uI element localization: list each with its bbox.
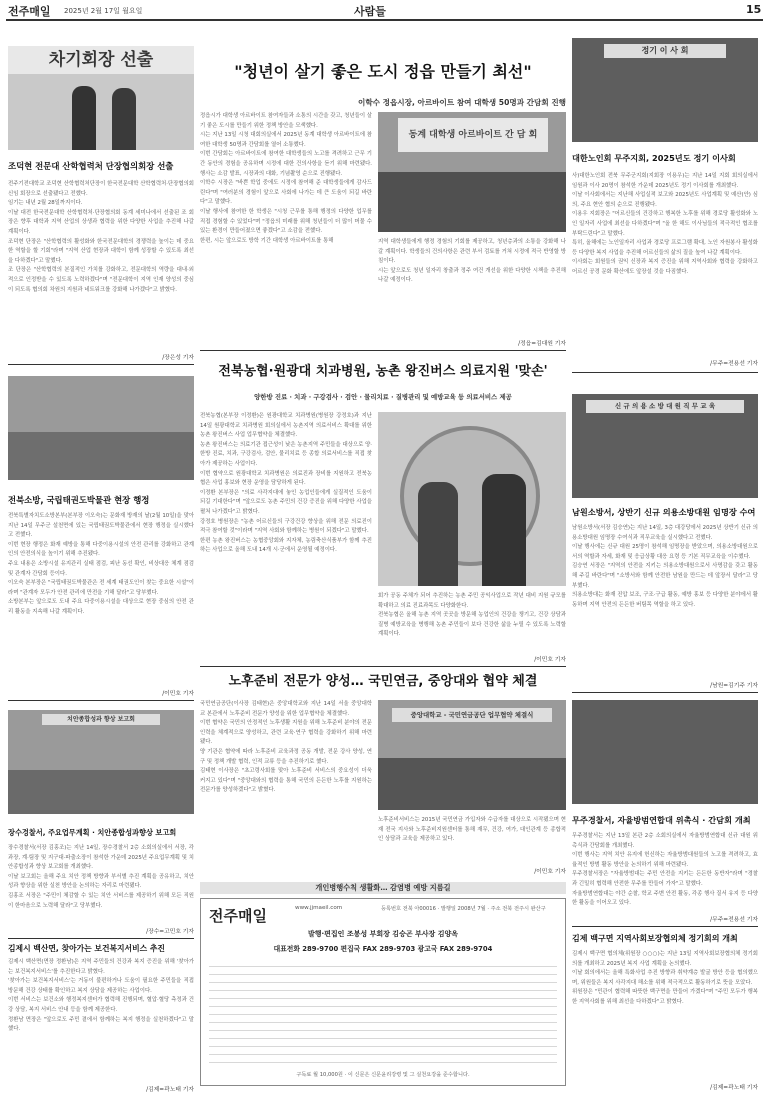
- article-photo: [378, 112, 566, 232]
- article-byline: /장은성 기자: [162, 355, 194, 361]
- masthead-rule: [6, 19, 763, 21]
- article-headline: 김제시 백산면, 찾아가는 보건복지서비스 추진: [8, 944, 165, 953]
- article-byline: /이민호 기자: [162, 691, 194, 697]
- article-body-left: 국민연금공단(이사장 김태현)은 중앙대학교와 지난 14일 서울 중앙대학교 본관에서 노후준비 전문가 양성을 위한 업무협약을 체결했다. 이번 협약은 국민의 안정적인 노후생활 지원을 위해 노후준비 분야의 전문 인력을 체계적으로 양성하고, 관련 교육·연구 협력을 강화하기 위해 마련됐다. 양 기관은 협약에 따라 노후준비 교육과정 공동 개발, 전문 강사 양성, 연구 및 정책 개발 협력, 인적 교류 등을 추진하기로 했다. 김태현 이사장은 "초고령사회를 맞아 노후준비 서비스의 중요성이 더욱 커지고 있다"며 "중앙대와의 협력을 통해 국민의 든든한 노후를 지원하는 전문가를 양성하겠다"고 밝혔다.: [200, 701, 372, 794]
- article-photo: [378, 700, 566, 810]
- article-photo: [8, 376, 194, 480]
- photo-banner: 차기회장 선출: [8, 46, 194, 74]
- photo-banner: 치안종합성과 향상 보고회: [42, 714, 160, 725]
- article-body: 전북특별자치도소방본부(본부장 이오숙)는 문화재 방재의 날(2월 10일)을 맞아 지난 14일 무주군 설천면에 있는 국립태권도박물관에서 현장 행정을 실시했다고 전했다. 이번 현장 행정은 화재 예방을 통해 다중이용시설의 안전 관리를 강화하고 관계인의 안전의식을 높이기 위해 추진됐다. 주요 내용은 소방시설 유지관리 실태 점검, 피난 동선 확인, 비상대응 체계 점검 및 관계자 간담회 등이다. 이오숙 본부장은 "국립태권도박물관은 전 세계 태권도인이 찾는 중요한 시설"이라며 "관계자 모두가 안전 관리에 만전을 기해 달라"고 당부했다. 소방본부는 앞으로도 도내 주요 다중이용시설을 대상으로 현장 중심의 안전 관리 활동을 지속해 나갈 계획이다.: [8, 513, 194, 615]
- masthead-paper: 전주매일: [8, 5, 51, 18]
- article-headline: 조덕현 전문대 산학협력처 단장협의회장 선출: [8, 161, 174, 171]
- article-body-right: 지역 대학생들에게 행정 경험의 기회를 제공하고, 청년층과의 소통을 강화해 나갈 계획이다. 학생들의 건의사항은 관련 부서 검토를 거쳐 시정에 적극 반영할 방침이다. 시는 앞으로도 청년 일자리 창출과 정주 여건 개선을 위한 다양한 시책을 추진해 나갈 예정이다.: [378, 239, 566, 284]
- article-headline: 장수경찰서, 주요업무계획 · 치안종합성과향상 보고회: [8, 828, 177, 837]
- article-byline: /무주=전용선 기자: [710, 917, 758, 923]
- article-body: 김제시 백구면 협의체(위원장 ○○○)는 지난 13일 지역사회보장협의체 정기회의를 개최하고 2025년 복지 사업 계획을 논의했다. 이날 회의에서는 올해 특화사업 추진 방향과 취약계층 발굴 방안 등을 협의했으며, 위원들은 복지 사각지대 해소를 위해 적극적으로 활동하기로 뜻을 모았다. 위원장은 "민관이 협력해 따뜻한 백구면을 만들어 가겠다"며 "주민 모두가 행복한 지역사회를 위해 최선을 다하겠다"고 밝혔다.: [572, 951, 758, 1005]
- photo-banner: 동계 대학생 아르바이트 간 담 회: [398, 118, 548, 152]
- article-body: 김제시 백산면(면장 정환남)은 지역 주민들의 건강과 복지 증진을 위해 '찾아가는 보건복지서비스'를 추진한다고 밝혔다. '찾아가는 보건복지서비스'는 거동이 불편하거나 도움이 필요한 주민들을 직접 방문해 건강 상태를 확인하고 복지 상담을 제공하는 사업이다. 이번 서비스는 보건소와 행정복지센터가 협력해 진행되며, 혈압·혈당 측정과 건강 상담, 복지 서비스 안내 등을 함께 제공한다. 정환남 면장은 "앞으로도 주민 곁에서 함께하는 복지 행정을 실천하겠다"고 말했다.: [8, 959, 194, 1033]
- article-body: 장수경찰서(서장 김홍조)는 지난 14일, 장수경찰서 2층 소회의실에서 서장, 각 과장, 계·팀장 및 지구대·파출소장이 참석한 가운데 2025년 주요업무계획 및 치안종합성과 향상 보고회를 개최했다. 이날 보고회는 올해 주요 치안 정책 방향과 부서별 추진 계획을 공유하고, 치안 성과 향상을 위한 실천 방안을 논의하는 자리로 마련됐다. 김홍조 서장은 "주민이 체감할 수 있는 치안 서비스를 제공하기 위해 모든 직원이 한마음으로 노력해 달라"고 당부했다.: [8, 845, 194, 909]
- article-headline: 남원소방서, 상반기 신규 의용소방대원 임명장 수여: [572, 507, 756, 517]
- article-photo: [8, 46, 194, 150]
- article-body: 남원소방서(서장 김승연)는 지난 14일, 3층 대강당에서 2025년 상반기 신규 의용소방대원 임명장 수여식과 직무교육을 실시했다고 전했다. 이날 행사에는 신규 대원 25명이 참석해 임명장을 받았으며, 의용소방대원으로서의 역할과 자세, 화재 및 응급상황 대응 요령 등 기본 직무교육을 이수했다. 김승연 서장은 "지역의 안전을 지키는 의용소방대원으로서 사명감을 갖고 활동해 주길 바란다"며 "소방서와 함께 안전한 남원을 만드는 데 앞장서 달라"고 당부했다. 의용소방대는 화재 진압 보조, 구조·구급 활동, 예방 홍보 등 다양한 분야에서 활동하며 지역 안전의 든든한 버팀목 역할을 하고 있다.: [572, 525, 758, 608]
- article-subhead: 양한방 진료 · 치과 · 구강검사 · 검안 · 물리치료 · 질병관리 및 예방교육 등 의료서비스 제공: [254, 393, 512, 401]
- article-body-right: 노후준비서비스는 2015년 국민연금 가입자와 수급자를 대상으로 시작됐으며 현재 전국 지사와 노후준비지원센터를 통해 재무, 건강, 여가, 대인관계 등 종합적인 상담과 교육을 제공하고 있다.: [378, 817, 566, 843]
- paper-footer: 구독료 월 10,000원 · 이 신문은 신문윤리강령 및 그 실천요강을 준수합니다.: [296, 1072, 470, 1078]
- phone-directory: [209, 959, 557, 1065]
- article-headline: 무주경찰서, 자율방범연합대 위촉식 · 간담회 개최: [572, 815, 751, 825]
- article-headline: 전북농협·원광대 치과병원, 농촌 왕진버스 의료지원 '맞손': [218, 364, 548, 379]
- article-photo: [8, 710, 194, 814]
- article-body-left: 정읍시가 대학생 아르바이트 참여자들과 소통의 시간을 갖고, 청년들이 살기 좋은 도시를 만들기 위한 정책 방안을 모색했다. 시는 지난 13일 시청 대회의실에서 2025년 동계 대학생 아르바이트에 참여한 대학생 50명과 간담회를 열어 소통했다. 이번 간담회는 아르바이트에 참여한 대학생들의 노고를 격려하고 근무 기간 동안의 경험을 공유하며 시정에 대한 건의사항을 듣기 위해 마련됐다. 행사는 소감 발표, 시장과의 대화, 기념촬영 순으로 진행됐다. 이학수 시장은 "바쁜 학업 중에도 시정에 참여해 준 대학생들에게 감사드린다"며 "여러분의 경험이 앞으로 사회에 나가는 데 큰 도움이 되길 바란다"고 말했다. 이날 행사에 참여한 한 학생은 "시청 근무를 통해 행정의 다양한 업무를 직접 경험할 수 있었다"며 "정읍의 미래를 위해 청년들이 더 많이 머물 수 있는 환경이 만들어졌으면 좋겠다"고 소감을 전했다. 한편, 시는 앞으로도 방학 기간 대학생 아르바이트를 통해: [200, 113, 372, 244]
- article-body-left: 전북농협(본부장 이정환)은 원광대학교 치과병원(병원장 강정호)과 지난 14일 원광대학교 치과병원 회의실에서 농촌지역 의료서비스 확대를 위한 농촌 왕진버스 사업 업무협약을 체결했다. 농촌 왕진버스는 의료기관 접근성이 낮은 농촌지역 주민들을 대상으로 양·한방 진료, 치과, 구강검사, 검안, 물리치료 등 종합 의료서비스를 직접 찾아가 제공하는 사업이다. 이번 협약으로 원광대학교 치과병원은 의료진과 장비를 지원하고 전북농협은 사업 홍보와 현장 운영을 담당하게 된다. 이정환 본부장은 "의료 사각지대에 놓인 농업인들에게 실질적인 도움이 되길 기대한다"며 "앞으로도 농촌 주민의 건강 증진을 위해 다양한 사업을 펼쳐 나가겠다"고 밝혔다. 강정호 병원장은 "농촌 어르신들의 구강건강 향상을 위해 전문 의료진이 적극 참여할 것"이라며 "지역 사회와 함께하는 병원이 되겠다"고 말했다. 한편 농촌 왕진버스는 농협중앙회와 지자체, 농림축산식품부가 함께 추진하는 사업으로 올해 도내 14개 시·군에서 운영될 예정이다.: [200, 413, 372, 554]
- paper-roles: 발행·편집인 조봉성 부회장 김승곤 부사장 김양옥: [307, 930, 459, 938]
- article-byline: /김제=곽노태 기자: [710, 1085, 758, 1091]
- article-headline: 전북소방, 국립태권도박물관 현장 행정: [8, 495, 150, 505]
- paper-logo: 전주매일: [209, 907, 267, 925]
- campaign-banner: 개인병행수칙 생활화… 감염병 예방 지름길: [200, 882, 566, 894]
- article-headline: "청년이 살기 좋은 도시 정읍 만들기 최선": [234, 62, 532, 81]
- photo-banner: 신 규 의 용 소 방 대 원 직 무 교 육: [586, 400, 744, 413]
- article-photo: [572, 38, 758, 142]
- article-byline: /정읍=김대원 기자: [518, 341, 566, 347]
- article-byline: /김제=곽노태 기자: [146, 1087, 194, 1093]
- article-body: 무주경찰서는 지난 13일 본관 2층 소회의실에서 자율방범연합대 신규 대원 위촉식과 간담회를 개최했다. 이번 행사는 지역 치안 유지에 헌신하는 자율방범대원들의 노고를 격려하고, 효율적인 방범 활동 방안을 논의하기 위해 마련됐다. 무주경찰서장은 "자율방범대는 주민 안전을 지키는 든든한 동반자"라며 "경찰과 긴밀히 협력해 안전한 무주를 만들어 가자"고 말했다. 자율방범연합대는 야간 순찰, 학교 주변 안전 활동, 각종 행사 질서 유지 등 다양한 활동을 이어오고 있다.: [572, 833, 758, 907]
- article-byline: /무주=전용선 기자: [710, 361, 758, 367]
- article-byline: /이민호 기자: [534, 869, 566, 875]
- photo-banner: 정기 이 사 회: [604, 44, 726, 58]
- article-body: 전주기전대학교 조덕현 산학협력처단장이 한국전문대학 산학협력처·단장협의회 신임 회장으로 선출됐다고 전했다. 임기는 내년 2월 28일까지이다. 이날 대전 한국전문대학 산학협력처·단장협의회 동계 세미나에서 선출된 조 회장은 향후 대학과 지역 산업의 상생과 협력을 위한 다양한 사업을 추진해 나갈 계획이다. 조덕현 단장은 "산학협력의 활성화와 한국전문대학의 경쟁력을 높이는 데 중요한 역할을 할 기회"라며 "지역 산업 현장과 대학이 함께 성장할 수 있도록 최선을 다하겠다"고 말했다. 조 단장은 "산학협력의 본질적인 가치를 강화하고, 전문대학의 역량을 대내·외적으로 인정받을 수 있도록 노력하겠다"며 "전문대학이 지역 인재 양성의 중심이 되도록 협의회 차원의 지원과 네트워크를 강화해 나가겠다"고 밝혔다.: [8, 181, 194, 293]
- article-photo: [572, 700, 758, 804]
- article-headline: 노후준비 전문가 양성… 국민연금, 중앙대와 협약 체결: [228, 674, 538, 689]
- article-byline: /남원=김기주 기자: [710, 683, 758, 689]
- photo-banner: 중앙대학교 - 국민연금공단 업무협약 체결식: [392, 708, 552, 722]
- paper-phones: 대표전화 289-9700 편집국 FAX 289-9703 광고국 FAX 289-9704: [273, 945, 493, 953]
- article-byline: /장수=고민호 기자: [146, 929, 194, 935]
- article-body: 사)대한노인회 전북 무주군지회(지회장 이용우)는 지난 14일 지회 회의실에서 임원과 이사 20명이 참석한 가운데 2025년도 정기 이사회를 개최했다. 이날 이사회에서는 지난해 사업실적 보고와 2025년도 사업계획 및 예산(안) 심의, 주요 현안 협의 순으로 진행됐다. 이용우 지회장은 "어르신들의 건강하고 행복한 노후를 위해 경로당 활성화와 노인 일자리 사업에 최선을 다하겠다"며 "올 한 해도 이사님들의 적극적인 협조를 부탁드린다"고 말했다. 특히, 올해에는 노인일자리 사업과 경로당 프로그램 확대, 노인 자원봉사 활성화 등 다양한 복지 사업을 추진해 어르신들의 삶의 질을 높여 나갈 계획이다. 이사회는 회원들의 권익 신장과 복지 증진을 위해 지역사회와 협력을 강화하고 어르신 공경 문화 확산에도 앞장설 것을 다짐했다.: [572, 173, 758, 275]
- paper-url: www.jjmaeil.com: [295, 905, 343, 911]
- article-headline: 김제 백구면 지역사회보장협의체 정기회의 개최: [572, 934, 738, 943]
- article-photo: [378, 412, 566, 586]
- article-subhead: 이학수 정읍시장, 아르바이트 참여 대학생 50명과 간담회 진행: [357, 98, 566, 107]
- page-number: 15: [746, 3, 762, 16]
- masthead-date: 2025년 2월 17일 월요일: [64, 7, 143, 15]
- article-byline: /이민호 기자: [534, 657, 566, 663]
- article-body-right: 회가 공동 주체가 되어 추진하는 농촌 주민 공익사업으로 작년 대비 지원 규모를 확대하고 의료 진료과목도 다양화한다. 전북농협은 올해 농촌 지역 곳곳을 방문해 농업인의 건강을 챙기고, 건강 상담과 질병 예방교육을 병행해 농촌 주민들이 보다 건강한 삶을 누릴 수 있도록 노력할 계획이다.: [378, 593, 566, 638]
- article-headline: 대한노인회 무주지회, 2025년도 정기 이사회: [572, 153, 736, 163]
- paper-info-box: [200, 898, 566, 1086]
- paper-registration: 등록번호 전북 아00016 · 발행일 2008년 7월 · 주소 전북 전주시 완산구: [381, 906, 546, 912]
- section-name: 사람들: [354, 5, 386, 18]
- article-photo: [572, 394, 758, 498]
